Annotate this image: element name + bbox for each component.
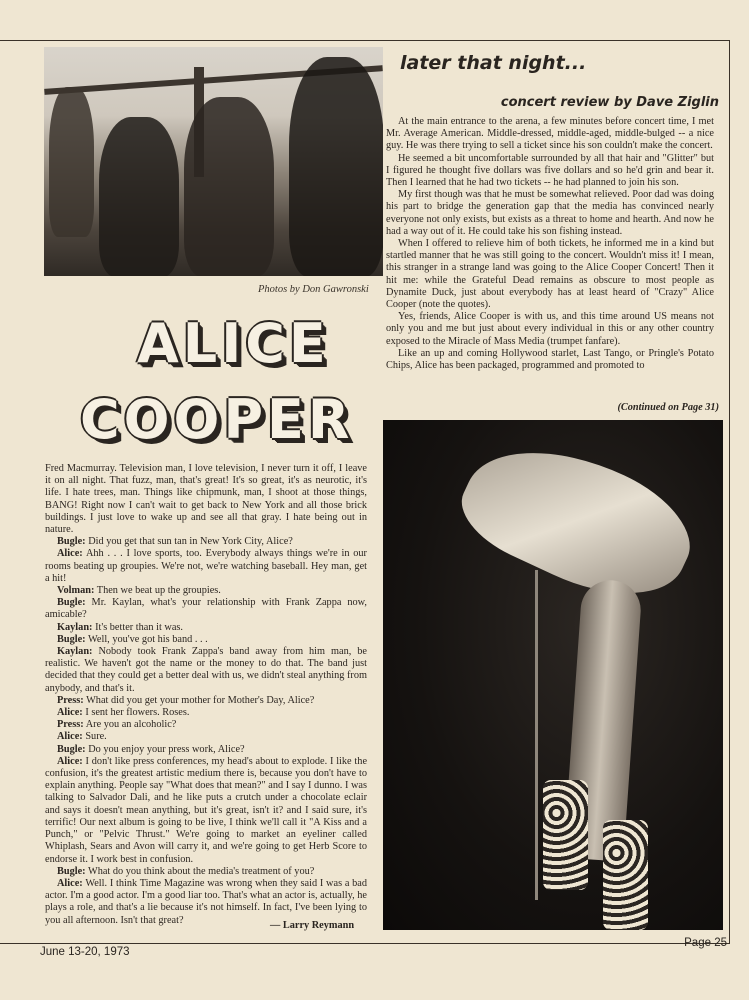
paragraph: When I offered to relieve him of both tickets, he informed me in a kind but startled manner that he was still going to the concert. Wouldn't miss it! I mean, this stranger in a strange land was going to the Alice Cooper Concert! Then it hit me: while the Grateful Dead remains as obscure to most people as Dynamite Duck, just about everybody has at least heard of "Crazy" Alice Cooper (note the quotes). (386, 238, 714, 311)
dialogue-line: Press: What did you get your mother for Mother's Day, Alice? (57, 694, 315, 706)
paragraph: At the main entrance to the arena, a few minutes before concert time, I met Mr. Average American. Middle-dressed, middle-aged, middle-bulged -- a nice guy. He was there trying to sell a ticket since his son couldn't make the concert. (386, 116, 714, 152)
dialogue-line: Alice: Sure. (57, 731, 107, 743)
dialogue-line: Kaylan: It's better than it was. (57, 621, 183, 633)
continued-note: (Continued on Page 31) (617, 402, 719, 413)
paragraph: He seemed a bit uncomfortable surrounded by all that hair and "Glitter" but I figured he thought five dollars was five dollars and so he'd grin and bear it. Then I learned that he had two tickets -- he had planned to join his son. (386, 152, 714, 189)
paragraph: Like an up and coming Hollywood starlet, Last Tango, or Pringle's Potato Chips, Alice has been packaged, programmed and promoted to (386, 347, 714, 372)
interview-column (45, 463, 367, 927)
dialogue-line: Kaylan: Nobody took Frank Zappa's band away from him man, be realistic. We haven't got the name or the money to do that. The band just decided that they could get a better deal with us, we didn't steal anything from anybody, and that's it. (45, 646, 368, 694)
band-photo (44, 47, 383, 276)
page-number: Page 25 (684, 937, 727, 949)
issue-date: June 13-20, 1973 (40, 946, 130, 958)
dialogue-line: Bugle: Do you enjoy your press work, Alice? (57, 743, 245, 755)
byline: concert review by Dave Ziglin (500, 95, 719, 110)
section-heading: later that night... (400, 52, 587, 74)
dialogue-line: Alice: I don't like press conferences, my head's about to explode. I like the confusion, it's the greatest artistic medium there is, because you don't have to explain anything. People say "What does that mean?" and I say I dunno. I was talking to Salvador Dali, and he like puts a crutch under a chocolate eclair and says it doesn't mean anything, but it's great, isn't it? and I said sure, it's terrific! Our next album is going to be live, I think we'll call it "A Kiss and a Punch," or "Pelvic Thrust." We're going to market an eyeliner called Whiplash, Sears and Avon will carry it, and we're going to get Herb Score to endorse it. I work best in confusion. (45, 755, 368, 865)
dialogue-line: Bugle: Well, you've got his band . . . (57, 633, 208, 645)
dialogue-line: Volman: Then we beat up the groupies. (57, 585, 221, 597)
photo-credit: Photos by Don Gawronski (258, 284, 369, 295)
review-column (386, 116, 714, 372)
dialogue-line: Bugle: Did you get that sun tan in New York City, Alice? (57, 536, 293, 548)
paragraph: My first though was that he must be somewhat relieved. Poor dad was doing his part to bridge the generation gap that the media has convinced nearly everyone not only exists, but exists as a threat to home and hearth. And now he had a way out of it. He could take his son fishing instead. (386, 189, 714, 237)
dialogue-line: Bugle: What do you think about the media's treatment of you? (57, 865, 315, 877)
dialogue-line: Alice: I sent her flowers. Roses. (57, 707, 190, 719)
dialogue-line: Press: Are you an alcoholic? (57, 719, 177, 731)
dialogue-line: Bugle: Mr. Kaylan, what's your relationship with Frank Zappa now, amicable? (45, 597, 367, 621)
headline-cooper: COOPER (80, 388, 354, 451)
author-signoff: — Larry Reymann (270, 920, 355, 931)
concert-photo (383, 420, 723, 930)
dialogue-line: Alice: Ahh . . . I love sports, too. Everybody always things we're in our rooms beating up groupies. We're not, we're watching baseball. Hey man, get a hit! (45, 548, 367, 584)
headline-alice: ALICE (137, 312, 330, 375)
dialogue-line: Alice: Well. I think Time Magazine was wrong when they said I was a bad actor. I'm a good actor. I'm a good liar too. That's what an actor is, actually, he plays a role, and that's a lie because it's not himself. In fact, I've been lying to you all afternoon. Isn't that great? (45, 877, 368, 926)
paragraph: Yes, friends, Alice Cooper is with us, and this time around US means not only you and me but just about every individual in this or any other country exposed to the Miracle of Mass Media (trumpet fanfare). (386, 311, 714, 347)
paragraph: Fred Macmurray. Television man, I love television, I never turn it off, I leave it on all night. That fuzz, man, that's great! It's so great, it's as neurotic, it's life. I hate trees, man. Things like chipmunk, man, I shoot at those things, BANG! Right now I can't wait to get back to New York and all those brick buildings. I just love to wake up and see all that gray. I hate being out in nature. (45, 463, 367, 536)
